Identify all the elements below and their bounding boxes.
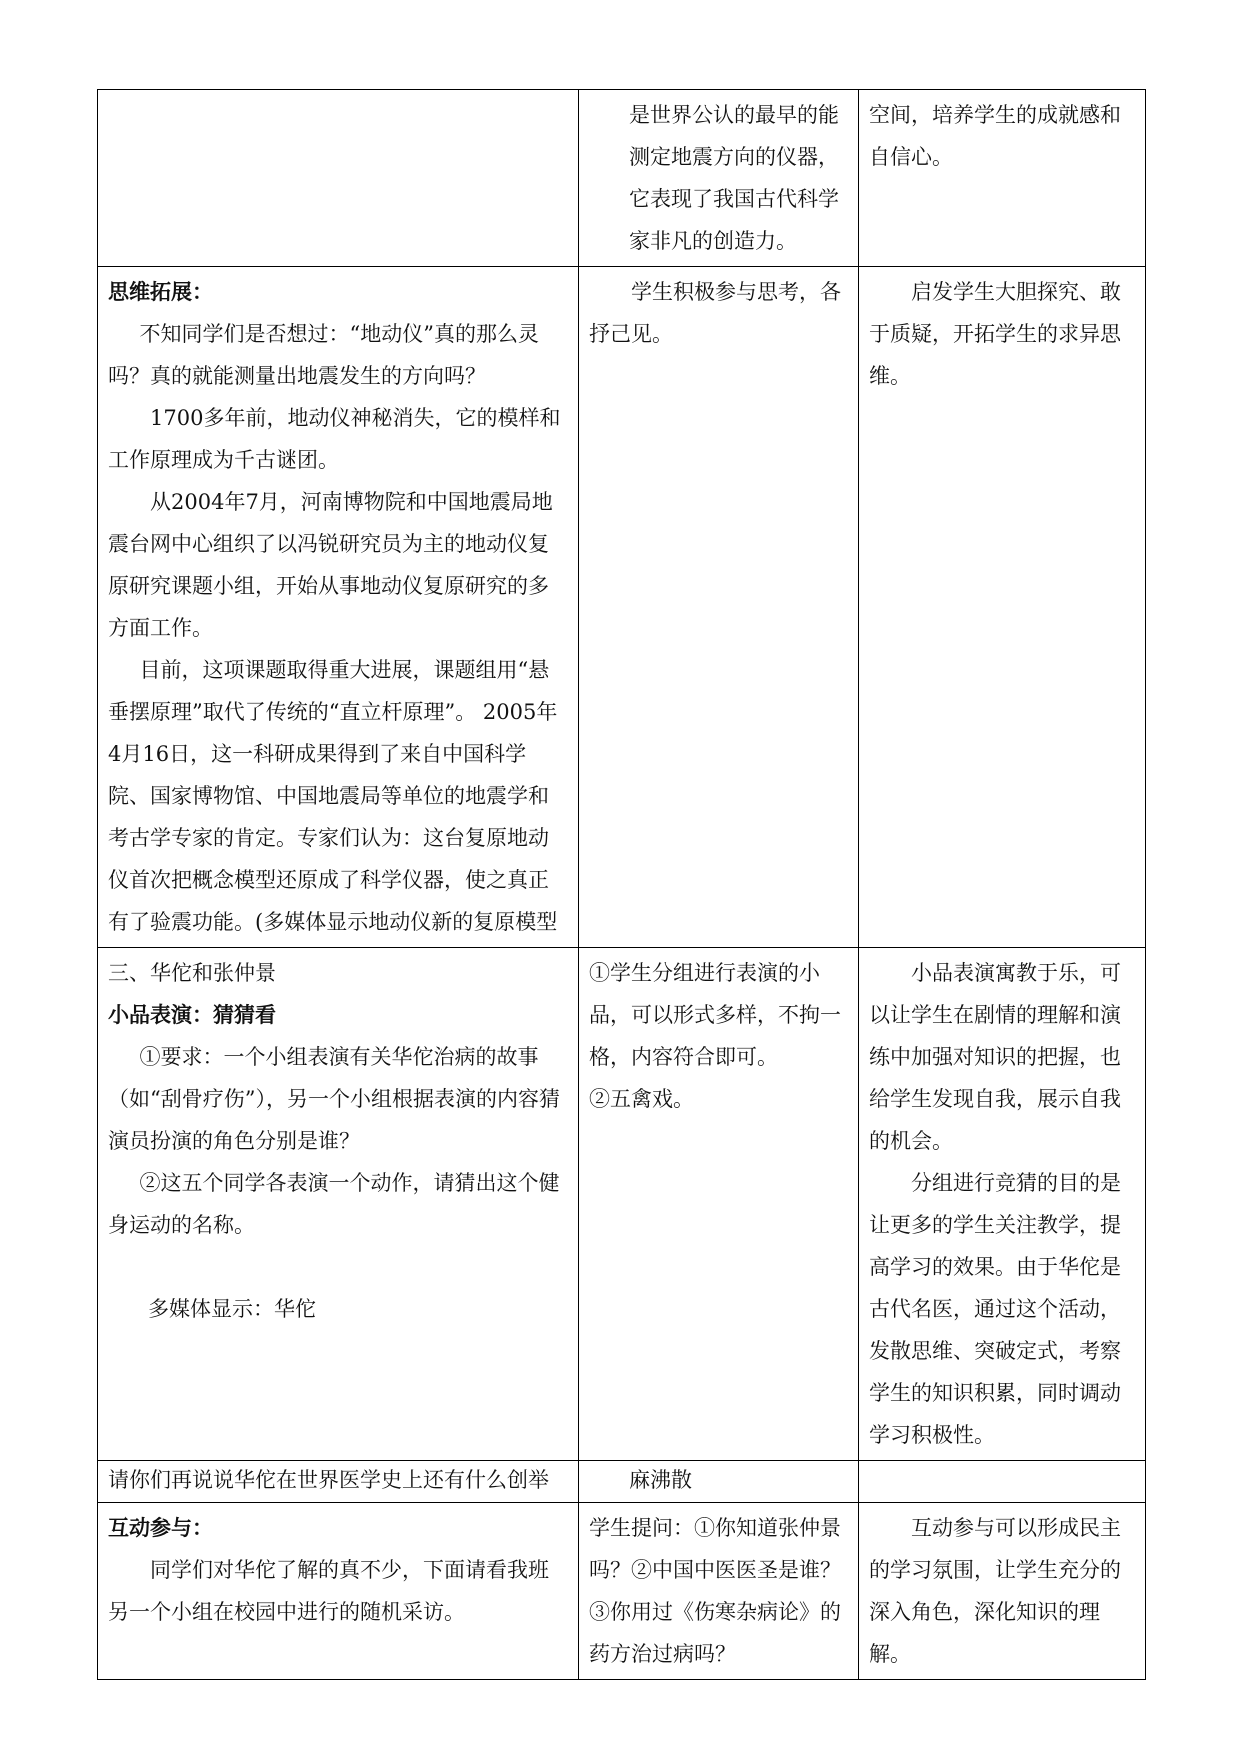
cell-text: 是世界公认的最早的能测定地震方向的仪器，它表现了我国古代科学家非凡的创造力。 [629, 103, 839, 253]
cell-text: ①学生分组进行表演的小品，可以形式多样，不拘一格，内容符合即可。 [589, 961, 841, 1069]
lesson-plan-table [97, 89, 1146, 1680]
section-heading: 思维拓展： [108, 279, 213, 304]
design-intent-cell [859, 267, 1146, 948]
cell-text: 互动参与可以形成民主的学习氛围，让学生充分的深入角色，深化知识的理解。 [869, 1516, 1121, 1666]
cell-text: 启发学生大胆探究、敢于质疑，开拓学生的求异思维。 [869, 280, 1121, 388]
design-intent-cell [859, 1461, 1146, 1503]
cell-text: 从2004年7月，河南博物院和中国地震局地震台网中心组织了以冯锐研究员为主的地动仪复原研究课题小组，开始从事地动仪复原研究的多方面工作。 [108, 490, 553, 640]
cell-text: 麻沸散 [629, 1468, 692, 1492]
cell-text: 同学们对华佗了解的真不少，下面请看我班另一个小组在校园中进行的随机采访。 [108, 1558, 549, 1624]
teacher-activity-cell [98, 1503, 579, 1680]
table-row [98, 267, 1146, 948]
table-row [98, 1503, 1146, 1680]
student-activity-cell [579, 1461, 859, 1503]
cell-text: 不知同学们是否想过：“地动仪”真的那么灵吗？真的就能测量出地震发生的方向吗？ [108, 322, 539, 388]
table-row [98, 948, 1146, 1461]
cell-text: ②这五个同学各表演一个动作，请猜出这个健身运动的名称。 [108, 1171, 560, 1237]
student-activity-cell [579, 267, 859, 948]
section-heading: 三、华佗和张仲景 [108, 961, 276, 985]
teacher-activity-cell [98, 90, 579, 267]
table-row [98, 1461, 1146, 1503]
cell-text: ①要求：一个小组表演有关华佗治病的故事（如“刮骨疗伤”），另一个小组根据表演的内容猜演员扮演的角色分别是谁？ [108, 1045, 560, 1153]
cell-text: 小品表演寓教于乐，可以让学生在剧情的理解和演练中加强对知识的把握，也给学生发现自我，展示自我的机会。 [869, 961, 1121, 1153]
design-intent-cell [859, 1503, 1146, 1680]
student-activity-cell [579, 948, 859, 1461]
cell-text: 请你们再说说华佗在世界医学史上还有什么创举 [108, 1468, 549, 1492]
student-activity-cell [579, 90, 859, 267]
section-heading: 互动参与： [108, 1515, 213, 1540]
cell-text: 1700多年前，地动仪神秘消失，它的模样和工作原理成为千古谜团。 [108, 406, 561, 472]
teacher-activity-cell [98, 1461, 579, 1503]
cell-text: 多媒体显示：华佗 [148, 1297, 316, 1321]
cell-text: 学生积极参与思考，各抒己见。 [589, 280, 841, 346]
cell-text: ②五禽戏。 [589, 1087, 694, 1111]
table-row [98, 90, 1146, 267]
section-subheading: 小品表演：猜猜看 [108, 1002, 276, 1027]
teacher-activity-cell [98, 948, 579, 1461]
design-intent-cell [859, 948, 1146, 1461]
cell-text: 目前，这项课题取得重大进展，课题组用“悬垂摆原理”取代了传统的“直立杆原理”。 2005年4月16日，这一科研成果得到了来自中国科学院、国家博物馆、中国地震局等单位的地震学和考古学专家的肯定。专家们认为：这台复原地动仪首次把概念模型还原成了科学仪器，使之真正有了验震功能。(多媒体显示地动仪新的复原模型 [108, 658, 558, 934]
cell-text: 学生提问：①你知道张仲景吗？②中国中医医圣是谁？③你用过《伤寒杂病论》的药方治过病吗？ [589, 1516, 841, 1666]
student-activity-cell [579, 1503, 859, 1680]
cell-text: 分组进行竞猜的目的是让更多的学生关注教学，提高学习的效果。由于华佗是古代名医，通过这个活动，发散思维、突破定式，考察学生的知识积累，同时调动学习积极性。 [869, 1171, 1121, 1447]
design-intent-cell [859, 90, 1146, 267]
cell-text: 空间，培养学生的成就感和自信心。 [869, 103, 1121, 169]
teacher-activity-cell [98, 267, 579, 948]
